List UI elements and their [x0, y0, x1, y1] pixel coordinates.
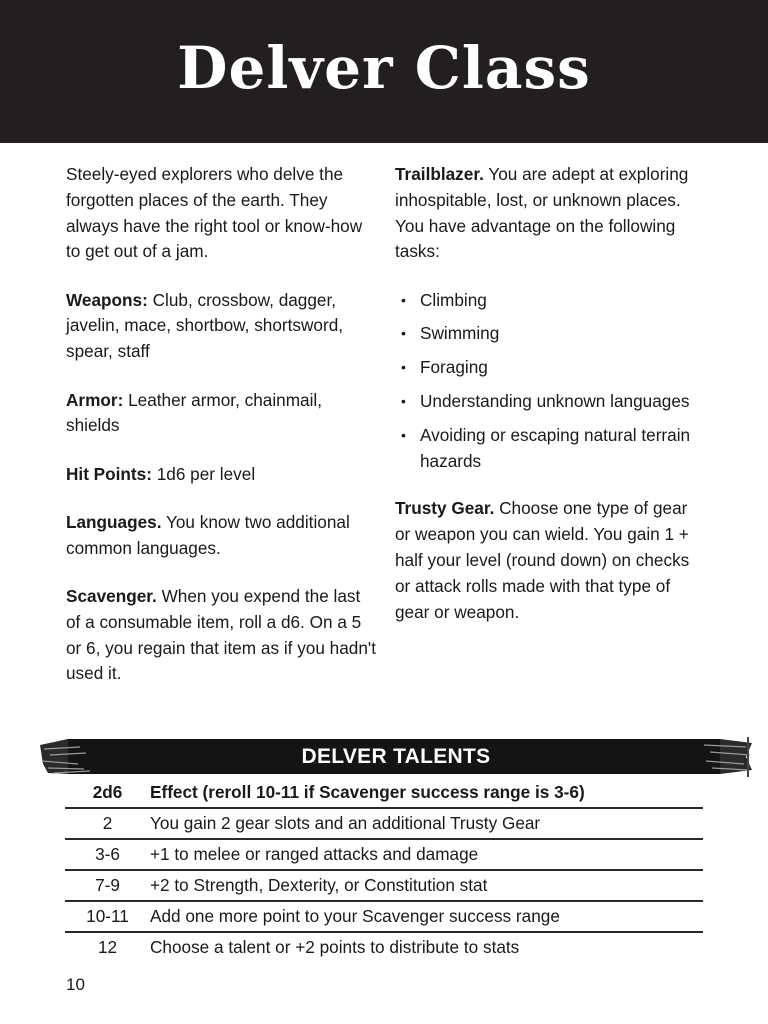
scavenger-paragraph: [66, 584, 376, 687]
trusty-gear-label: Trusty Gear.: [395, 498, 495, 519]
list-item: • Avoiding or escaping natural terrain hazards: [395, 423, 700, 475]
armor-text: Leather armor, chainmail, shields: [66, 389, 323, 436]
hit-points-label: Hit Points:: [66, 463, 152, 484]
trusty-gear-text: Choose one type of gear or weapon you can wield. You gain 1 + half your level (round down) on checks or attack rolls made with that type of gear or weapon.: [395, 498, 690, 622]
effect-cell: You gain 2 gear slots and an additional Trusty Gear: [150, 808, 703, 839]
weapons-text: Club, crossbow, dagger, javelin, mace, shortbow, shortsword, spear, staff: [66, 289, 344, 362]
effect-column-header: Effect (reroll 10-11 if Scavenger success range is 3-6): [150, 778, 703, 808]
roll-column-header: 2d6: [65, 778, 150, 808]
page-title: Delver Class: [177, 34, 591, 102]
effect-cell: Choose a talent or +2 points to distribute to stats: [150, 937, 520, 957]
effect-cell: +1 to melee or ranged attacks and damage: [150, 839, 703, 870]
trailblazer-label: Trailblazer.: [395, 164, 484, 184]
list-item: • Understanding unknown languages: [395, 389, 700, 415]
armor-label: Armor:: [66, 389, 124, 410]
languages-label: Languages.: [66, 511, 162, 532]
trailblazer-paragraph: [395, 162, 700, 265]
trailblazer-text: You are adept at exploring inhospitable, lost, or unknown places. You have advantage on the following tasks:: [395, 164, 689, 262]
roll-cell: 10-11: [65, 901, 150, 932]
roll-cell: 7-9: [65, 870, 150, 901]
list-item: • Swimming: [395, 321, 700, 347]
table-header-row: [65, 778, 703, 808]
roll-cell: 3-6: [65, 839, 150, 870]
scavenger-text: When you expend the last of a consumable item, roll a d6. On a 5 or 6, you regain that item as if you hadn't used it.: [66, 586, 376, 684]
trailblazer-task-list: [395, 288, 700, 475]
scavenger-label: Scavenger.: [66, 586, 157, 607]
table-row: [65, 901, 703, 932]
languages-paragraph: [66, 510, 376, 562]
table-row: [65, 932, 703, 962]
table-row: [65, 808, 703, 839]
table-row: [65, 870, 703, 901]
table-row: [65, 839, 703, 870]
weapons-paragraph: [66, 288, 376, 365]
effect-cell: +2 to Strength, Dexterity, or Constitution stat: [150, 870, 703, 901]
page-number: 10: [66, 975, 85, 994]
roll-cell: 2: [65, 808, 150, 839]
talents-banner: [40, 737, 752, 777]
roll-cell: 12: [97, 937, 118, 957]
right-column: [395, 162, 700, 648]
languages-text: You know two additional common languages.: [66, 511, 350, 558]
list-item: • Foraging: [395, 355, 700, 381]
effect-cell: Add one more point to your Scavenger success range: [150, 901, 703, 932]
left-column: [66, 162, 376, 710]
title-bar: [0, 0, 768, 143]
weapons-label: Weapons:: [66, 289, 148, 310]
talents-table: [65, 778, 703, 962]
trusty-gear-paragraph: [395, 496, 700, 625]
armor-paragraph: [66, 388, 376, 440]
talents-title: DELVER TALENTS: [301, 745, 491, 768]
list-item: • Climbing: [395, 288, 700, 314]
intro-paragraph: Steely-eyed explorers who delve the forgotten places of the earth. They always have the right tool or know-how to get out of a jam.: [66, 164, 363, 262]
hit-points-paragraph: [66, 462, 376, 488]
hit-points-text: 1d6 per level: [156, 463, 256, 484]
